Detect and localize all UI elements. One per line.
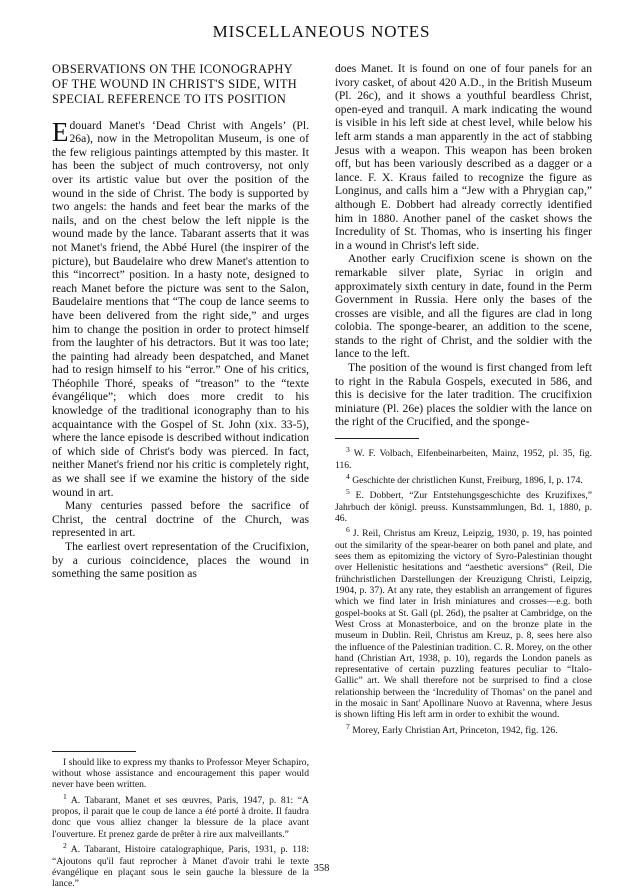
two-column-body — [52, 62, 592, 889]
footnote-rule-right — [335, 438, 419, 439]
footnote-4-text: Geschichte der christlichen Kunst, Freiburg, 1896, I, p. 174. — [352, 475, 583, 486]
right-footnotes — [335, 438, 592, 736]
footnote-7 — [335, 721, 592, 736]
footnote-6-marker: 6 — [346, 525, 350, 535]
right-paragraph-1: does Manet. It is found on one of four panels for an ivory casket, of about 420 A.D., in the British Museum (Pl. 26c), and it shows a youthful beardless Christ, open-eyed and tranquil. A mark indicating the wound is visible in his left side at chest level, while below his left arm stands a man apparently in the act of stabbing Jesus with a weapon. This weapon has been broken off, but has been variously described as a dagger or a lance. F. X. Kraus failed to recognize the figure as Longinus, and calls him a “Jew with a Phrygian cap,” although E. Dobbert had already correctly identified him in 1880. Another panel of the casket shows the Incredulity of St. Thomas, who is inserting his finger in a wound in Christ's left side. — [335, 62, 592, 252]
footnote-5-text: E. Dobbert, “Zur Entstehungsgeschichte des Kruzifixes,” Jahrbuch der königl. preuss. Kunstsammlungen, Bd. 1, 1880, p. 46. — [335, 490, 592, 525]
footnote-2-text: A. Tabarant, Histoire catalographique, Paris, 1931, p. 118: “Ajoutons qu'il faut reprocher à Manet d'avoir trahi le texte évangélique en plaçant sous le sein gauche la blessure de la lance.” — [52, 844, 309, 890]
footnote-5 — [335, 486, 592, 524]
footnote-acknowledgement: I should like to express my thanks to Professor Meyer Schapiro, without whose assistance and encouragement this paper would never have been written. — [52, 756, 309, 791]
right-column — [335, 62, 592, 889]
left-paragraph-2: Many centuries passed before the sacrifice of Christ, the central doctrine of the Church, was represented in art. — [52, 499, 309, 540]
footnote-1-marker: 1 — [63, 791, 67, 801]
page-number: 358 — [313, 863, 330, 874]
article-title: OBSERVATIONS ON THE ICONOGRAPHY OF THE WOUND IN CHRIST'S SIDE, WITH SPECIAL REFERENCE TO ITS POSITION — [52, 62, 298, 107]
footnote-4 — [335, 471, 592, 486]
footnote-1-text: A. Tabarant, Manet et ses œuvres, Paris, 1947, p. 81: “A propos, il parait que le coup de lance a été porté à droite. Il faudra donc que vous alliez changer la blessure de la place avant l'ouverture. Et prenez garde de prêter à rire aux malveillants.” — [52, 794, 309, 840]
footnote-2-marker: 2 — [63, 841, 67, 851]
drop-cap: E — [52, 116, 69, 147]
footnote-7-marker: 7 — [346, 721, 350, 731]
running-head: MISCELLANEOUS NOTES — [212, 22, 431, 41]
footnote-3-text: W. F. Volbach, Elfenbeinarbeiten, Mainz, 1952, pl. 35, fig. 116. — [335, 448, 592, 471]
footnote-3-marker: 3 — [346, 445, 350, 455]
footnote-1 — [52, 791, 309, 840]
footnote-3 — [335, 444, 592, 471]
left-paragraph-3: The earliest overt representation of the Crucifixion, by a curious coincidence, places the wound in something the same position as — [52, 540, 309, 581]
footnote-rule — [52, 751, 136, 752]
right-paragraph-3: The position of the wound is first changed from left to right in the Rabula Gospels, executed in 586, and this is decisive for the later tradition. The crucifixion miniature (Pl. 26e) places the soldier with the lance on the right of the Crucified, and the sponge- — [335, 361, 592, 429]
footnote-4-marker: 4 — [346, 471, 350, 481]
left-column — [52, 62, 309, 889]
footnote-6 — [335, 524, 592, 720]
left-paragraph-1: douard Manet's ‘Dead Christ with Angels’ (Pl. 26a), now in the Metropolitan Museum, is one of the few religious paintings attempted by this master. It has been the subject of much controversy, not only over its artistic value but over the position of the wound in the side of Christ. The body is supported by two angels: the hands and feet bear the marks of the nails, and on the chest below the left nipple is the wound made by the lance. Tabarant asserts that it was not Manet's friend, the Abbé Hurel (the inspirer of the picture), but Baudelaire who drew Manet's attention to this “incorrect” position. In a hasty note, designed to reach Manet before the picture was sent to the Salon, Baudelaire mentions that “The coup de lance seems to have been delivered from the right side,” and urges him to change the position in order to protect himself from the laughter of his detractors. But it was too late; the painting had already been despatched, and Manet had to resign himself to his “error.” One of his critics, Théophile Thoré, speaks of “treason” to the “texte évangélique”; which does more credit to his knowledge of the traditional iconography than to his acquaintance with the Gospel of St. John (xix. 33-5), where the lance episode is described without indication of which side of Christ's body was pierced. In fact, neither Manet's friend nor his critic is completely right, as we shall see if we examine the history of the side wound in art. — [52, 118, 309, 499]
footnote-7-text: Morey, Early Christian Art, Princeton, 1942, fig. 126. — [352, 724, 558, 736]
footnote-6-text: J. Reil, Christus am Kreuz, Leipzig, 1930, p. 19, has pointed out the similarity of the spear-bearer on both panel and plate, and sees them as epitomizing the victory of Syro-Palestinian thought over Hellenistic hesitations and “aesthetic aversions” (Reil, Die frühchristlichen Darstellungen der Kreuzigung Christi, Leipzig, 1904, p. 37). At any rate, they establish an arrangement of figures which we find later in Irish miniatures and crosses—e.g. both gospel-books at St. Gall (pl. 26d), the psalter at Cambridge, on the West Cross at Monasterboice, and on the bronze plate in the museum in Dublin. Reil, Christus am Kreuz, p. 8, sees here also the influence of the Palestinian tradition. C. R. Morey, on the other hand (Christian Art, 1938, p. 10), regards the London panels as representative of certain puzzling features peculiar to “Italo-Gallic” art. We shall therefore not be surprised to find a close relationship between the ‘Incredulity of Thomas’ on the panel and in the mosaic in Sant' Apollinare Nuovo at Ravenna, where Jesus is shown lifting His left arm in order to exhibit the wound. — [335, 528, 592, 721]
left-paragraph-1-wrapper — [52, 116, 309, 500]
footnote-5-marker: 5 — [346, 487, 350, 497]
right-paragraph-2: Another early Crucifixion scene is shown on the remarkable silver plate, Syriac in origin and approximately sixth century in date, found in the Perm Government in Russia. Here only the bases of the crosses are visible, and all the figures are clad in long colobia. The sponge-bearer, an addition to the scene, stands to the right of Christ, and the soldier with the lance to the left. — [335, 252, 592, 361]
